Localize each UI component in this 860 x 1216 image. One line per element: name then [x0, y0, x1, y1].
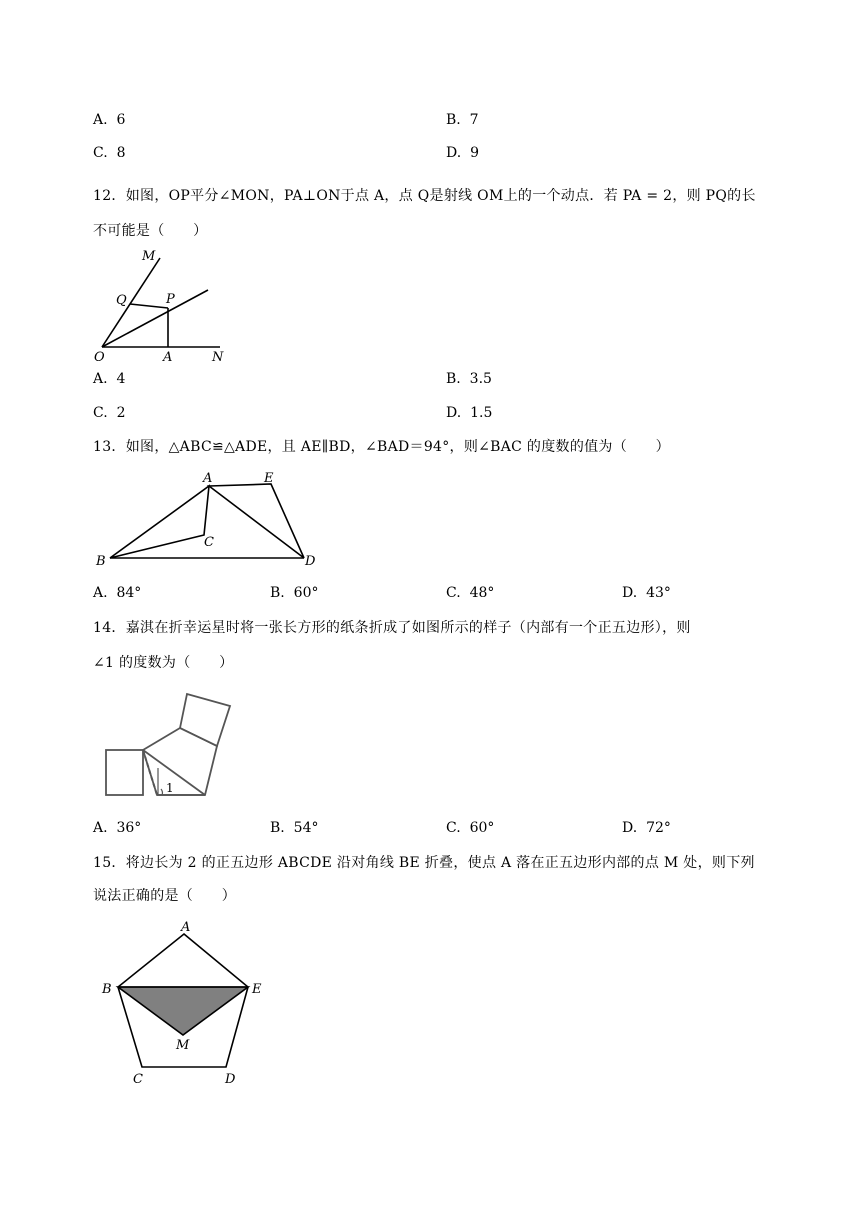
label-a: A — [163, 350, 173, 365]
label-d: D — [305, 554, 316, 569]
q14-option-d: D. 72° — [622, 820, 671, 836]
q15-stem-line1: 15．将边长为 2 的正五边形 ABCDE 沿对角线 BE 折叠，使点 A 落在正五边形内部的点 M 处，则下列 — [93, 855, 755, 871]
q12-option-a: A. 4 — [93, 371, 126, 387]
q14-stem-line1: 14．嘉淇在折幸运星时将一张长方形的纸条折成了如图所示的样子（内部有一个正五边形），则 — [93, 620, 691, 636]
label-b: B — [96, 554, 106, 569]
q13-option-d: D. 43° — [622, 585, 671, 601]
q14-option-a: A. 36° — [93, 820, 142, 836]
triangle-abc — [110, 486, 209, 558]
strip-top-rect — [180, 694, 230, 746]
label-a: A — [203, 471, 213, 486]
ray-om — [102, 258, 160, 347]
q12-stem-line2: 不可能是（ ） — [93, 223, 208, 239]
q14-option-b: B. 54° — [270, 820, 319, 836]
q13-option-b: B. 60° — [270, 585, 319, 601]
q12-option-c: C. 2 — [93, 405, 126, 421]
label-m: M — [142, 249, 156, 264]
q11-option-b: B. 7 — [446, 112, 479, 128]
q13-option-c: C. 48° — [446, 585, 495, 601]
q12-figure — [90, 244, 240, 364]
triangle-ade — [209, 484, 304, 558]
angle-1-arc — [161, 789, 162, 795]
q11-option-a: A. 6 — [93, 112, 126, 128]
q15-figure — [96, 915, 276, 1090]
label-m: M — [176, 1038, 190, 1053]
q13-option-a: A. 84° — [93, 585, 142, 601]
q13-figure — [90, 462, 330, 572]
q11-option-c: C. 8 — [93, 145, 126, 161]
q14-option-c: C. 60° — [446, 820, 495, 836]
label-p: P — [166, 292, 175, 307]
strip-left-rect — [106, 750, 143, 795]
label-angle-1: 1 — [166, 781, 174, 795]
q12-stem-line1: 12．如图，OP平分∠MON，PA⊥ON于点 A，点 Q是射线 OM上的一个动点．若 PA = 2，则 PQ的长 — [93, 188, 756, 204]
label-q: Q — [116, 293, 127, 308]
label-e: E — [252, 982, 262, 997]
label-e: E — [264, 471, 274, 486]
q14-figure — [100, 688, 240, 800]
strip-bottom-edge — [143, 750, 205, 795]
label-c: C — [204, 535, 214, 550]
q15-stem-line2: 说法正确的是（ ） — [93, 888, 236, 904]
q13-stem-line1: 13．如图，△ABC≌△ADE，且 AE∥BD，∠BAD＝94°，则∠BAC 的度数的值为（ ） — [93, 439, 670, 455]
segment-pq — [130, 304, 168, 308]
label-n: N — [212, 350, 224, 365]
label-c: C — [133, 1072, 143, 1087]
q12-option-b: B. 3.5 — [446, 371, 492, 387]
q12-option-d: D. 1.5 — [446, 405, 493, 421]
label-a: A — [181, 920, 191, 935]
q14-stem-line2: ∠1 的度数为（ ） — [93, 655, 234, 671]
label-b: B — [102, 982, 112, 997]
q11-option-d: D. 9 — [446, 145, 480, 161]
label-d: D — [225, 1072, 236, 1087]
label-o: O — [94, 350, 105, 365]
shaded-triangle-bme — [118, 987, 248, 1035]
